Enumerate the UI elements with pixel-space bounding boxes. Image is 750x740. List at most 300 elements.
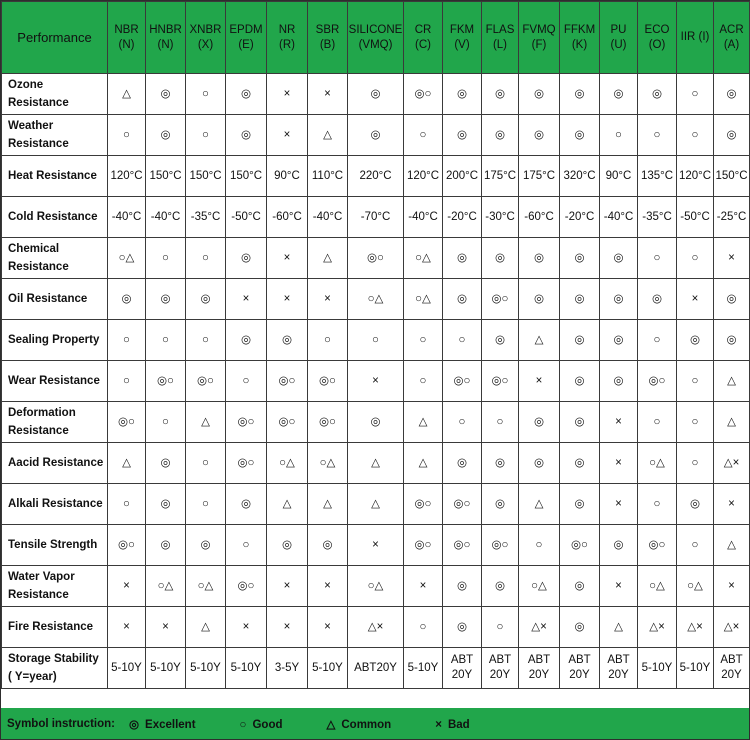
material-header-label: SILICONE (VMQ) [348, 23, 403, 51]
rating-cell [677, 197, 714, 238]
rating-cell [519, 115, 560, 156]
rating-cell [226, 156, 267, 197]
rating-cell [108, 279, 146, 320]
rating-value: 5-10Y [150, 661, 181, 674]
legend-symbol: × [435, 718, 442, 731]
rating-value: ◎ [281, 538, 293, 551]
rating-cell [443, 402, 482, 443]
property-label-text: Cold Resistance [8, 211, 98, 223]
rating-cell [108, 484, 146, 525]
rating-cell [443, 156, 482, 197]
rating-value: 150°C [189, 169, 222, 182]
rating-value: × [242, 292, 250, 305]
rating-value: ABT 20Y [720, 654, 743, 681]
rating-value: ○ [496, 415, 504, 428]
rating-cell [146, 566, 186, 607]
rating-cell [677, 525, 714, 566]
property-label [2, 361, 108, 402]
rating-cell [560, 156, 600, 197]
table-row [2, 197, 750, 238]
rating-value: ◎ [160, 497, 171, 510]
rating-value: ○ [123, 128, 130, 141]
spacer-row [2, 689, 750, 703]
rating-value: -60°C [272, 210, 302, 223]
rating-cell [267, 115, 308, 156]
rating-value: × [283, 620, 291, 633]
rating-value: ◎ [240, 333, 252, 346]
rating-cell [638, 320, 677, 361]
rating-value: 120°C [406, 169, 440, 182]
rating-cell [714, 648, 750, 689]
rating-cell [404, 197, 443, 238]
rating-cell [677, 648, 714, 689]
rating-cell [404, 115, 443, 156]
rating-value: ◎ [533, 292, 545, 305]
rating-cell [638, 74, 677, 115]
rating-value: ○ [615, 128, 622, 141]
property-label-text: Alkali Resistance [8, 498, 103, 510]
property-label [2, 197, 108, 238]
rating-cell [226, 525, 267, 566]
symbol-legend [1, 708, 749, 739]
rating-value: × [691, 292, 699, 305]
rating-value: ○ [691, 128, 699, 141]
rating-value: -60°C [524, 210, 554, 223]
rating-cell [267, 238, 308, 279]
rating-cell [308, 402, 348, 443]
rating-value: ◎○ [237, 579, 255, 592]
rating-value: ◎ [574, 292, 585, 305]
rating-value: × [728, 497, 735, 510]
rating-value: △ [371, 456, 380, 469]
rating-value: ◎○ [414, 497, 432, 510]
rating-value: ABT 20Y [607, 654, 630, 681]
rating-value: ○△ [279, 456, 295, 469]
rating-cell [226, 279, 267, 320]
material-header [348, 2, 404, 74]
rating-cell [146, 525, 186, 566]
rating-value: ABT20Y [354, 661, 397, 674]
rating-value: ○ [162, 415, 169, 428]
rating-value: ○ [653, 415, 661, 428]
rating-cell [443, 74, 482, 115]
rating-cell [443, 443, 482, 484]
rating-value: △ [282, 497, 292, 510]
rating-value: ◎○ [118, 415, 135, 428]
rating-value: 320°C [563, 169, 596, 182]
rating-value: ◎ [574, 333, 585, 346]
rating-cell [348, 607, 404, 648]
rating-value: ◎ [370, 415, 381, 428]
rating-cell [519, 156, 560, 197]
rating-value: ◎○ [414, 87, 432, 100]
rating-value: ◎ [281, 333, 293, 346]
rating-cell [226, 607, 267, 648]
rating-cell [482, 238, 519, 279]
rating-cell [600, 525, 638, 566]
rating-value: ◎ [574, 579, 585, 592]
rating-value: ○△ [197, 579, 214, 592]
rating-value: ◎ [651, 87, 663, 100]
rating-cell [267, 156, 308, 197]
rating-cell [226, 566, 267, 607]
rating-cell [677, 443, 714, 484]
table-body [2, 74, 750, 703]
rating-value: ◎○ [157, 374, 174, 387]
rating-cell [186, 648, 226, 689]
rating-value: ○ [691, 374, 699, 387]
rating-cell [186, 525, 226, 566]
rating-cell [519, 648, 560, 689]
rating-value: △ [201, 620, 210, 633]
rating-cell [308, 156, 348, 197]
rating-cell [308, 443, 348, 484]
rating-value: ○△ [118, 251, 135, 264]
legend-label: Good [252, 718, 283, 731]
property-label [2, 443, 108, 484]
rating-cell [186, 361, 226, 402]
rating-cell [638, 361, 677, 402]
rating-cell [443, 361, 482, 402]
rating-value: ◎ [370, 87, 381, 100]
rating-value: ◎ [689, 333, 701, 346]
rating-cell [443, 238, 482, 279]
rating-value: △ [418, 415, 428, 428]
rating-cell [108, 238, 146, 279]
rating-value: 135°C [640, 169, 674, 182]
rating-value: ○△ [157, 579, 174, 592]
rating-cell [638, 607, 677, 648]
rating-value: ◎○ [491, 292, 509, 305]
rating-cell [308, 279, 348, 320]
rating-cell [146, 238, 186, 279]
rating-cell [600, 74, 638, 115]
table-row [2, 115, 750, 156]
material-header-label: PU (U) [610, 23, 627, 51]
rating-value: ◎ [456, 251, 468, 264]
rating-value: ◎ [574, 497, 585, 510]
rating-cell [186, 402, 226, 443]
rating-cell [560, 566, 600, 607]
property-label-text: Fire Resistance [8, 621, 94, 633]
rating-value: △× [723, 620, 740, 633]
rating-cell [348, 525, 404, 566]
material-header [714, 2, 750, 74]
rating-cell [677, 566, 714, 607]
table-row [2, 361, 750, 402]
rating-value: -20°C [564, 210, 595, 223]
material-header-label: FFKM (K) [563, 23, 596, 51]
rating-cell [638, 443, 677, 484]
rating-value: ◎ [240, 251, 252, 264]
rating-cell [108, 115, 146, 156]
rating-cell [482, 361, 519, 402]
rating-value: × [615, 415, 622, 428]
rating-cell [348, 566, 404, 607]
rating-value: ◎ [456, 620, 468, 633]
rating-value: ○ [202, 456, 209, 469]
rating-value: ◎ [726, 87, 737, 100]
property-label-text: Ozone Resistance [8, 79, 69, 109]
rating-value: ○ [162, 251, 169, 264]
rating-value: ABT 20Y [450, 654, 474, 681]
rating-value: ◎○ [571, 538, 588, 551]
rating-value: ◎ [240, 497, 252, 510]
property-label-text: Deformation Resistance [8, 407, 76, 437]
rating-value: ABT 20Y [527, 654, 551, 681]
rating-cell [638, 115, 677, 156]
rating-cell [146, 279, 186, 320]
rating-value: -25°C [716, 210, 747, 223]
rating-cell [519, 566, 560, 607]
rating-value: ○ [123, 333, 130, 346]
rating-value: ◎ [574, 415, 585, 428]
rating-value: △ [727, 538, 736, 551]
table-row [2, 238, 750, 279]
rating-value: ○ [419, 620, 427, 633]
material-header-label: FLAS (L) [485, 23, 515, 51]
rating-cell [267, 443, 308, 484]
rating-cell [108, 443, 146, 484]
legend-item [327, 717, 392, 731]
rating-cell [482, 115, 519, 156]
rating-value: 5-10Y [407, 661, 439, 674]
property-label-text: Storage Stability ( Y=year) [8, 653, 99, 683]
rating-value: 90°C [274, 169, 300, 182]
property-label [2, 238, 108, 279]
rating-cell [600, 648, 638, 689]
rating-cell [600, 566, 638, 607]
property-label-text: Tensile Strength [8, 539, 98, 551]
rating-cell [443, 320, 482, 361]
rating-value: ◎○ [648, 374, 666, 387]
rating-value: △× [531, 620, 547, 633]
rating-value: △× [649, 620, 665, 633]
rating-value: 220°C [359, 169, 392, 182]
rating-cell [714, 607, 750, 648]
rating-value: ○ [419, 374, 427, 387]
material-header-label: NR (R) [278, 23, 296, 51]
rating-value: ◎ [160, 456, 171, 469]
rating-cell [308, 361, 348, 402]
rating-cell [146, 402, 186, 443]
rating-value: -35°C [642, 210, 672, 223]
rating-value: ◎ [456, 456, 468, 469]
rating-value: ○ [372, 333, 379, 346]
rating-value: △ [534, 333, 544, 346]
rating-value: 5-10Y [230, 661, 262, 674]
performance-table [1, 1, 750, 703]
rating-cell [519, 279, 560, 320]
rating-value: ◎ [494, 579, 506, 592]
rating-value: ○ [496, 620, 504, 633]
rating-value: ◎○ [453, 497, 471, 510]
rating-cell [560, 197, 600, 238]
rating-value: 150°C [149, 169, 182, 182]
rating-cell [404, 74, 443, 115]
material-header [308, 2, 348, 74]
rating-cell [560, 648, 600, 689]
rating-value: ◎○ [491, 538, 509, 551]
rating-cell [186, 238, 226, 279]
rating-value: △ [727, 415, 736, 428]
rating-value: -30°C [485, 210, 515, 223]
rating-value: ◎ [533, 128, 545, 141]
property-label [2, 648, 108, 689]
material-header-label: FVMQ (F) [522, 23, 556, 51]
legend-items [115, 717, 470, 731]
rating-cell [226, 402, 267, 443]
rating-value: ◎ [651, 292, 663, 305]
rating-cell [482, 156, 519, 197]
rating-cell [108, 402, 146, 443]
rating-cell [560, 402, 600, 443]
property-label [2, 402, 108, 443]
rating-value: △ [727, 374, 736, 387]
rating-value: ◎○ [237, 415, 255, 428]
rating-value: 175°C [483, 169, 517, 182]
rating-value: ○ [653, 128, 661, 141]
rating-value: 5-10Y [679, 661, 711, 674]
rating-value: ○ [202, 333, 209, 346]
rating-cell [267, 402, 308, 443]
rating-value: -40°C [111, 210, 142, 223]
rating-cell [108, 320, 146, 361]
rating-cell [443, 648, 482, 689]
material-header-label: EPDM (E) [229, 23, 263, 51]
property-label-text: Chemical Resistance [8, 243, 69, 273]
rating-cell [638, 279, 677, 320]
rating-value: ◎ [200, 538, 211, 551]
rating-value: ◎ [494, 128, 506, 141]
rating-cell [186, 115, 226, 156]
material-header [600, 2, 638, 74]
rating-cell [600, 443, 638, 484]
rating-value: ◎○ [319, 415, 336, 428]
rating-cell [714, 525, 750, 566]
rating-value: ◎○ [414, 538, 432, 551]
rating-cell [186, 279, 226, 320]
table-row [2, 566, 750, 607]
table-row [2, 402, 750, 443]
rating-value: 120°C [110, 169, 143, 182]
material-header [404, 2, 443, 74]
property-label-text: Water Vapor Resistance [8, 571, 75, 601]
rating-value: 150°C [715, 169, 748, 182]
rating-cell [267, 74, 308, 115]
rating-value: × [324, 292, 331, 305]
performance-header: Performance [2, 2, 108, 74]
rating-cell [348, 443, 404, 484]
rating-value: ◎○ [491, 374, 509, 387]
material-header-label: HNBR (N) [149, 23, 182, 51]
rating-value: ◎ [456, 87, 468, 100]
rating-cell [600, 197, 638, 238]
rating-value: ○ [691, 415, 699, 428]
rating-value: ◎ [494, 87, 506, 100]
legend-symbol: ○ [239, 718, 247, 731]
header-row [2, 2, 750, 74]
material-header-label: NBR (N) [114, 23, 139, 51]
legend-label: Excellent [145, 718, 196, 731]
rating-value: ○△ [415, 292, 431, 305]
rating-cell [108, 197, 146, 238]
rating-cell [714, 197, 750, 238]
rating-value: -40°C [408, 210, 438, 223]
rating-cell [677, 320, 714, 361]
rating-value: ◎○ [367, 251, 384, 264]
rating-cell [226, 320, 267, 361]
rating-value: ○ [653, 333, 661, 346]
rating-cell [146, 197, 186, 238]
legend-symbol: ◎ [128, 718, 140, 731]
legend-label: Bad [447, 718, 470, 731]
rating-cell [267, 648, 308, 689]
material-header [560, 2, 600, 74]
rating-value: ○ [691, 538, 699, 551]
rating-value: ◎○ [278, 415, 296, 428]
property-label [2, 484, 108, 525]
rating-value: ◎ [200, 292, 211, 305]
rating-cell [308, 525, 348, 566]
rating-cell [108, 525, 146, 566]
legend-title: Symbol instruction: [7, 717, 115, 730]
legend-item [129, 717, 196, 731]
legend-label: Common [341, 718, 392, 731]
rating-cell [108, 156, 146, 197]
property-label-text: Oil Resistance [8, 293, 88, 305]
rating-value: × [615, 497, 622, 510]
rating-cell [348, 320, 404, 361]
rating-cell [308, 74, 348, 115]
material-header [677, 2, 714, 74]
rating-value: △× [367, 620, 384, 633]
rating-cell [519, 607, 560, 648]
rating-value: ○△ [649, 579, 665, 592]
rating-value: × [372, 374, 379, 387]
rating-value: ◎ [726, 128, 737, 141]
rating-value: -40°C [603, 210, 634, 223]
rating-cell [226, 484, 267, 525]
rating-value: ◎○ [237, 456, 255, 469]
rating-cell [519, 238, 560, 279]
material-header [226, 2, 267, 74]
rating-value: ◎○ [278, 374, 296, 387]
rating-value: × [324, 620, 331, 633]
property-label [2, 156, 108, 197]
property-label-text: Wear Resistance [8, 375, 100, 387]
rating-value: △ [122, 87, 131, 100]
rating-value: × [283, 579, 291, 592]
rating-value: -35°C [190, 210, 221, 223]
rating-cell [404, 238, 443, 279]
rating-value: × [372, 538, 379, 551]
rating-value: ○△ [367, 292, 384, 305]
rating-cell [186, 156, 226, 197]
rating-cell [482, 279, 519, 320]
property-label-text: Aacid Resistance [8, 457, 104, 469]
rating-cell [404, 443, 443, 484]
rating-cell [226, 361, 267, 402]
rating-value: ○△ [687, 579, 703, 592]
rating-cell [443, 197, 482, 238]
rating-cell [348, 484, 404, 525]
rating-cell [404, 484, 443, 525]
rating-cell [348, 648, 404, 689]
rating-cell [348, 402, 404, 443]
rating-value: ◎ [613, 251, 624, 264]
rating-cell [108, 74, 146, 115]
